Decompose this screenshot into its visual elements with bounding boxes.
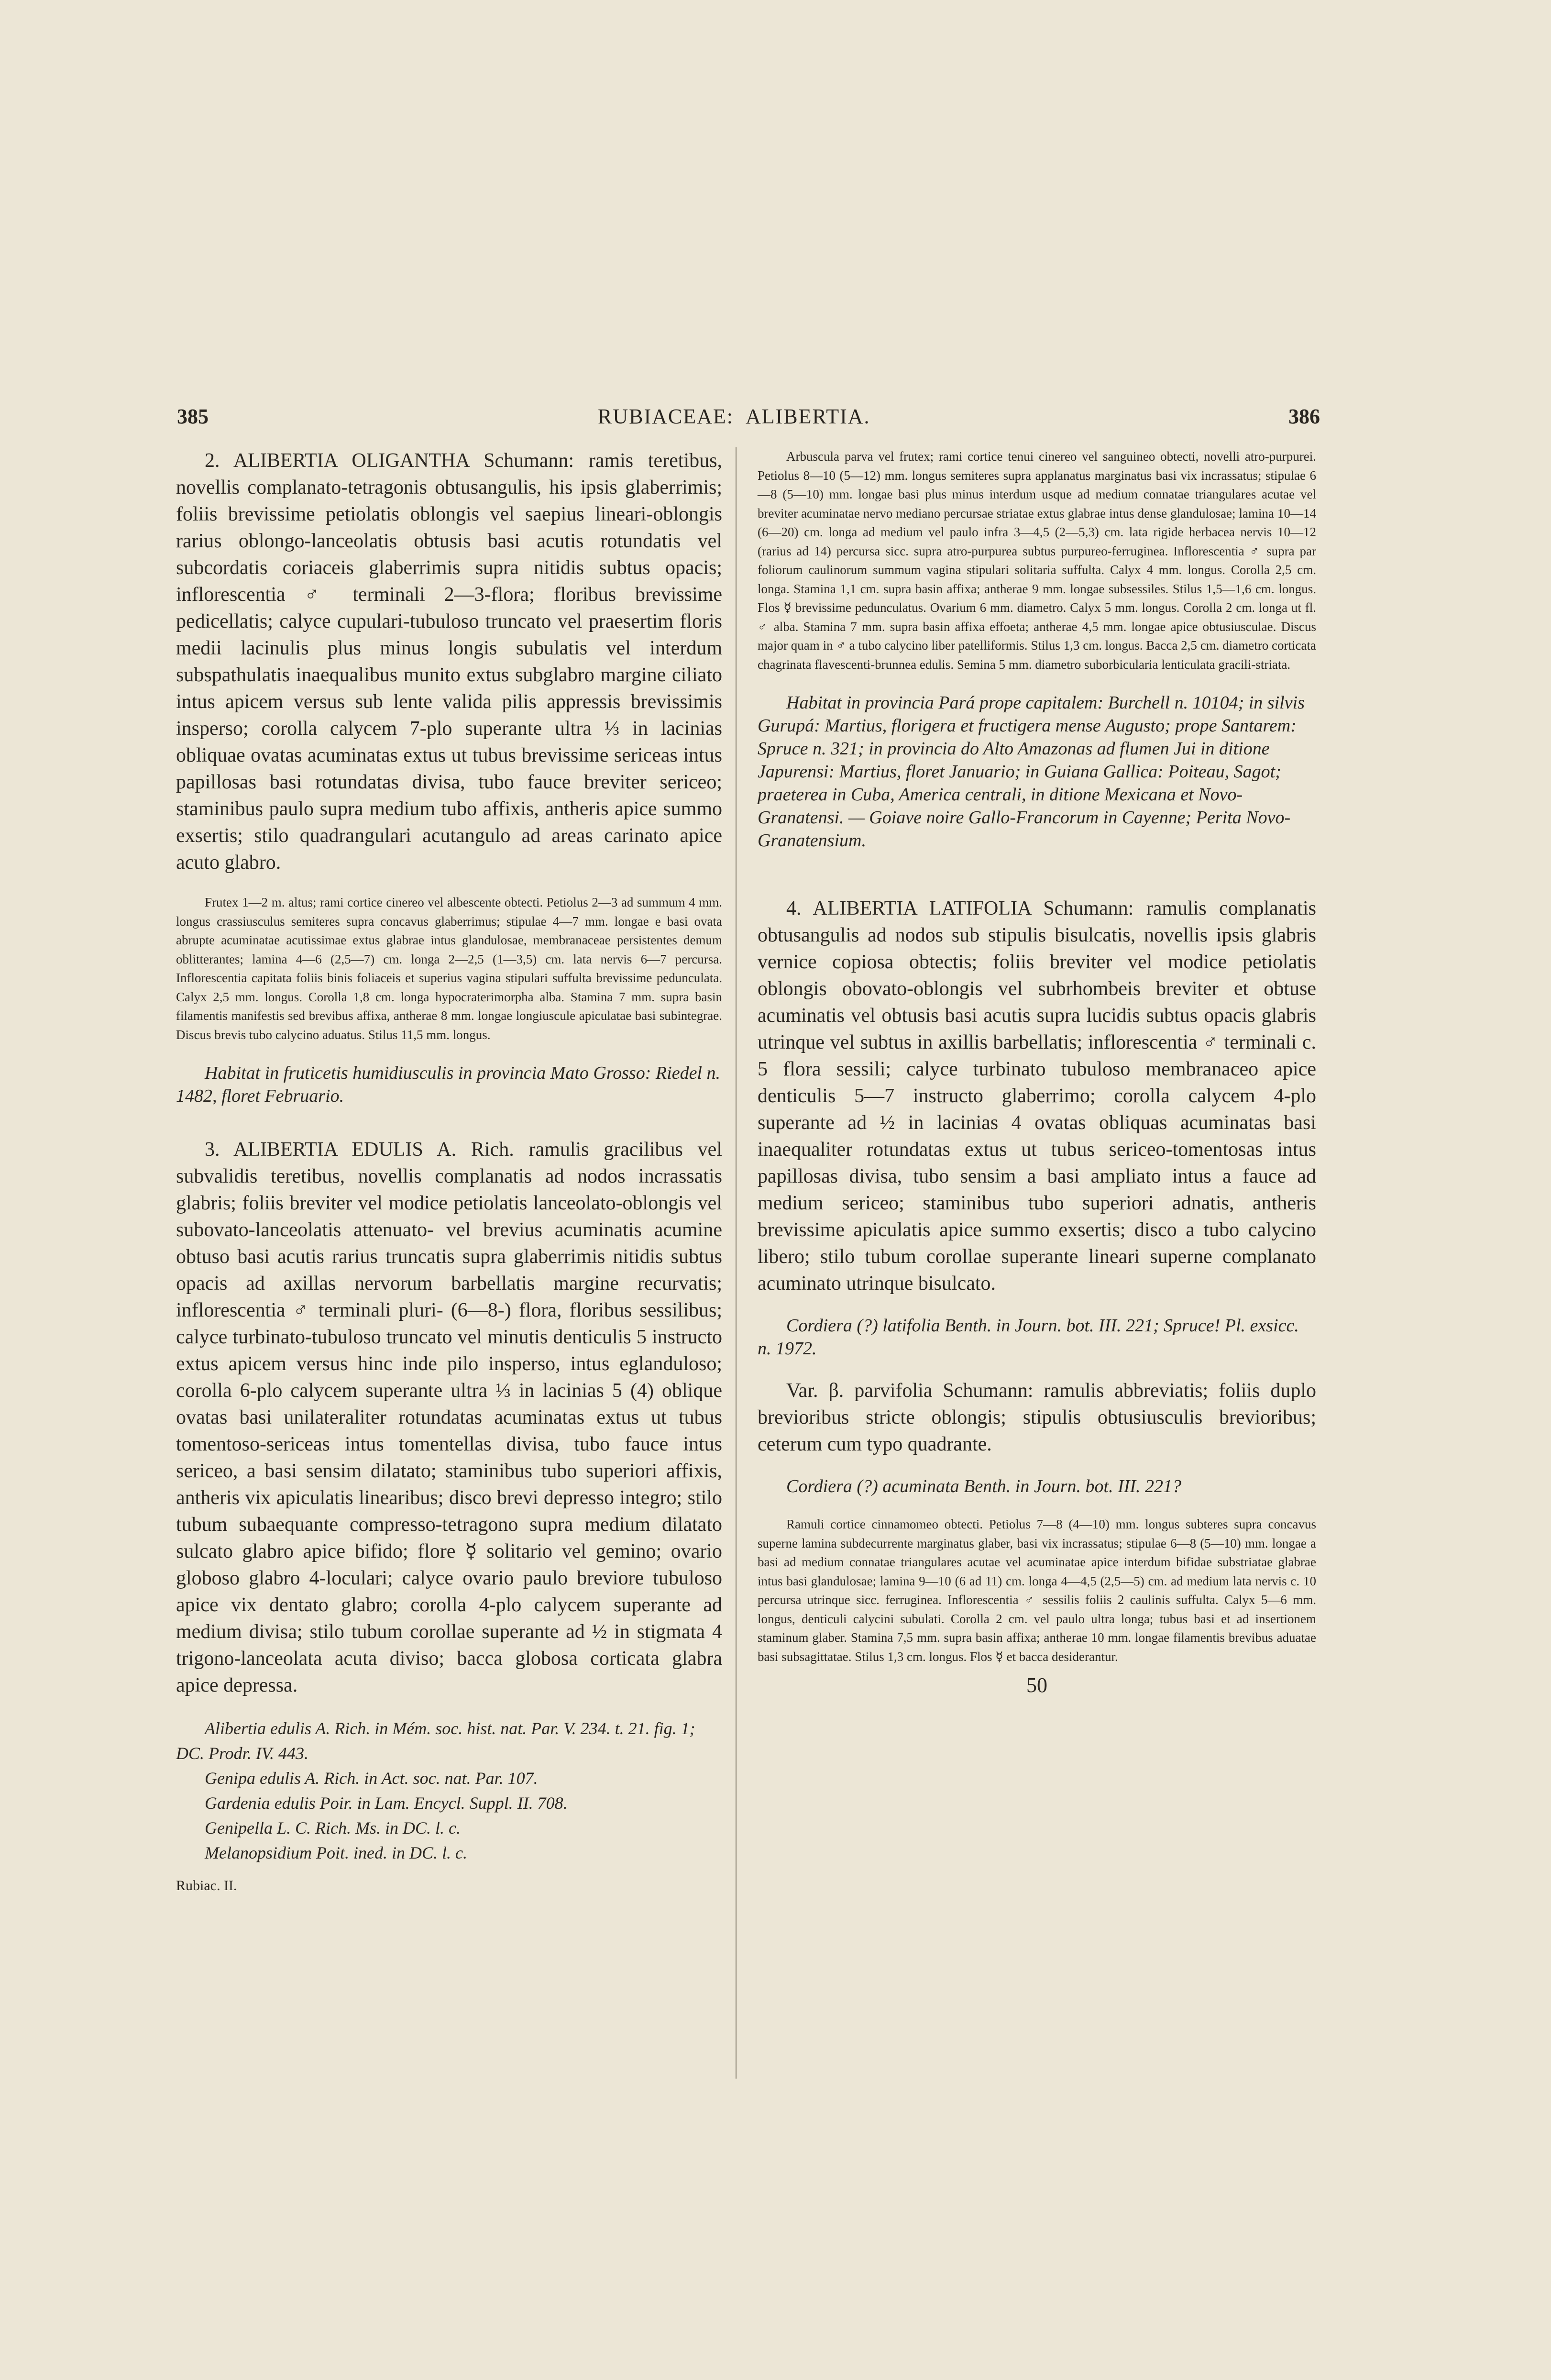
- running-title-left: RUBIACEAE:: [598, 405, 734, 428]
- signature-mark: Rubiac. II.: [176, 1878, 237, 1893]
- synonym-4: Genipella L. C. Rich. Ms. in DC. l. c.: [205, 1818, 461, 1838]
- right-column: [758, 447, 1316, 1697]
- species-4-description: 4. ALIBERTIA LATIFOLIA Schumann: ramulis complanatis obtusangulis ad nodos sub stipulis bisulcatis, novellis ipsis glabris vernice copiosa obtectis; foliis breviter vel modice petiolatis oblongis obovato-oblongis vel subrhombeis breviter et obtuse acuminatis vel obtusis basi acutis supra lucidis subtus opacis glabris utrinque vel subtus in axillis barbellatis; inflorescentia ♂ terminali c. 5 flora sessili; calyce turbinato tubuloso membranaceo apice denticulis 5—7 instructo glaberrimo; corolla calycem 4-plo superante ad ½ in lacinias 4 ovatas obliquas acuminatas basi inaequaliter rotundatas extus ut tubus sericeo-tomentosas intus papillosas divisa, tubo sensim a basi ampliato intus a fauce ad medium sericeo; staminibus tubo superiori adnatis, antheris brevissime apiculatis apice summo exsertis; disco a tubo calycino libero; stilo tubum corollae superante lineari superne complanato acuminato utrinque bisulcato.: [758, 897, 1316, 1295]
- species-3-habitat: Habitat in provincia Pará prope capitalem: Burchell n. 10104; in silvis Gurupá: Martius, florigera et fructigera mense Augusto; prope Santarem: Spruce n. 321; in provincia do Alto Amazonas ad flumen Jui in ditione Japurensi: Martius, floret Januario; in Guiana Gallica: Poiteau, Sagot; praeterea in Cuba, America centrali, in ditione Mexicana et Novo-Granatensi. — Goiave noire Gallo-Francorum in Cayenne; Perita Novo-Granatensium.: [758, 693, 1305, 851]
- column-divider: [736, 447, 737, 2079]
- synonym-2: Genipa edulis A. Rich. in Act. soc. nat. Par. 107.: [205, 1769, 538, 1788]
- running-title: [598, 404, 870, 429]
- variety-details: Ramuli cortice cinnamomeo obtecti. Petiolus 7—8 (4—10) mm. longus subteres supra concavus superne lamina subdecurrente marginatus glaber, basi vix incrassatus; stipulae 6—8 (5—10) mm. longae a basi ad medium connatae triangulares acutae vel acuminatae apice interdum bifidae substriatae glabrae intus basi glandulosae; lamina 9—10 (6 ad 11) cm. longa 4—4,5 (2,5—5) cm. ad medium lata nervis c. 10 percursa utrinque sicc. ferruginea. Inflorescentia ♂ sessilis foliis 2 caulinis suffulta. Calyx 5—6 mm. longus, denticuli calycini subulati. Corolla 2 cm. vel paulo ultra longa; tubus basi et ad insertionem staminum glaber. Stamina 7,5 mm. supra basin affixa; antherae 10 mm. longae filamentis brevibus aduatae basi subsagittatae. Stilus 1,3 cm. longus. Flos ☿ et bacca desiderantur.: [758, 1517, 1316, 1664]
- species-3-details: Arbuscula parva vel frutex; rami cortice tenui cinereo vel sanguineo obtecti, novelli atro-purpurei. Petiolus 8—10 (5—12) mm. longus semiteres supra applanatus marginatus basi vix incrassatus; stipulae 6—8 (5—10) mm. longae basi plus minus interdum usque ad medium connatae triangulares acutae vel breviter acuminatae nervo mediano percursae striatae extus glabrae intus dense glandulosae; lamina 10—14 (6—20) cm. longa ad medium vel paulo infra 3—4,5 (2—5,3) cm. lata rigide herbacea nervis 10—12 (rarius ad 14) percursa sicc. supra atro-purpurea subtus purpureo-ferruginea. Inflorescentia ♂ supra par foliorum caulinorum summum vagina stipulari solitaria suffulta. Calyx 4 mm. longus. Corolla 2,5 cm. longa. Stamina 1,1 cm. supra basin affixa; antherae 9 mm. longae subsessiles. Stilus 1,5—1,6 cm. longus. Flos ☿ brevissime pedunculatus. Ovarium 6 mm. diametro. Calyx 5 mm. longus. Corolla 2 cm. longa ut fl. ♂ alba. Stamina 7 mm. supra basin affixa effoeta; antherae 4,5 mm. longae apice obtusiusculae. Discus major quam in ♂ a tubo calycino liber patelliformis. Stilus 1,3 cm. longus. Bacca 2,5 cm. diametro corticata chagrinata flavescenti-brunnea edulis. Semina 5 mm. diametro suborbicularia lenticulata gracili-striata.: [758, 449, 1316, 672]
- page-number-left: 385: [177, 405, 209, 428]
- synonym-1: Alibertia edulis A. Rich. in Mém. soc. hist. nat. Par. V. 234. t. 21. fig. 1; DC. Prodr. IV. 443.: [176, 1719, 695, 1763]
- page-number-right: 386: [1288, 405, 1320, 428]
- variety-description: Var. β. parvifolia Schumann: ramulis abbreviatis; foliis duplo brevioribus stricte oblongis; stipulis obtusiusculis brevioribus; ceterum cum typo quadrante.: [758, 1380, 1316, 1455]
- species-4-synonym: Cordiera (?) latifolia Benth. in Journ. bot. III. 221; Spruce! Pl. exsicc. n. 1972.: [758, 1316, 1299, 1359]
- synonym-5: Melanopsidium Poit. ined. in DC. l. c.: [205, 1843, 467, 1862]
- species-3-description: 3. ALIBERTIA EDULIS A. Rich. ramulis gracilibus vel subvalidis teretibus, novellis complanatis ad nodos incrassatis glabris; foliis breviter vel modice petiolatis lanceolato-oblongis vel subovato-lanceolatis attenuato- vel brevius acuminatis acumine obtuso basi acutis rarius truncatis supra glaberrimis nitidis subtus opacis ad axillas nervorum barbellatis margine recurvatis; inflorescentia ♂ terminali pluri- (6—8-) flora, floribus sessilibus; calyce turbinato-tubuloso truncato vel minutis denticulis 5 instructo extus apicem versus hinc inde pilo insperso, intus eglanduloso; corolla 6-plo calycem superante ultra ⅓ in lacinias 5 (4) oblique ovatas basi unilateraliter rotundatas acuminatas extus ut tubus tomentoso-sericeas intus tomentellas divisa, tubo fauce intus sericeo, a basi sensim dilatato; staminibus tubo superiori affixis, antheris vix apiculatis linearibus; disco brevi depresso integro; stilo tubum subaequante compresso-tetragono supra medium dilatato sulcato glabro apice bifido; flore ☿ solitario vel gemino; ovario globoso glabro 4-loculari; calyce ovario paulo breviore tubuloso apice vix dentato glabro; corolla 4-plo calycem superante ad medium divisa; stilo tubum corollae superante ad ½ in stigmata 4 trigono-lanceolata acuta diviso; bacca globosa corticata glabra apice depressa.: [176, 1139, 722, 1696]
- left-column: [176, 447, 722, 1894]
- running-title-right: ALIBERTIA.: [746, 405, 870, 428]
- species-2-details: Frutex 1—2 m. altus; rami cortice cinereo vel albescente obtecti. Petiolus 2—3 ad summum 4 mm. longus crassiusculus semiteres supra concavus glaberrimus; stipulae 4—7 mm. longae e basi ovata abrupte acuminatae acutissimae extus glabrae intus glandulosae, membranaceae persistentes demum oblitterantes; lamina 4—6 (2,5—7) cm. longa 2—2,5 (1—3,5) cm. lata nervis 6—7 percursa. Inflorescentia capitata foliis binis foliaceis et superius vagina stipulari suffulta brevissime pedunculata. Calyx 2,5 mm. longus. Corolla 1,8 cm. longa hypocraterimorpha alba. Stamina 7 mm. supra basin filamentis manifestis sed brevibus affixa, antherae 8 mm. longae longiuscule apiculatae basi subintegrae. Discus brevis tubo calycino aduatus. Stilus 11,5 mm. longus.: [176, 895, 722, 1042]
- signature-number: 50: [1026, 1673, 1047, 1697]
- variety-synonym: Cordiera (?) acuminata Benth. in Journ. bot. III. 221?: [786, 1476, 1182, 1496]
- species-2-habitat: Habitat in fruticetis humidiusculis in provincia Mato Grosso: Riedel n. 1482, floret Februario.: [176, 1063, 720, 1106]
- running-header: [177, 404, 1320, 433]
- synonym-3: Gardenia edulis Poir. in Lam. Encycl. Suppl. II. 708.: [205, 1793, 568, 1813]
- species-2-description: 2. ALIBERTIA OLIGANTHA Schumann: ramis teretibus, novellis complanato-tetragonis obtusangulis, his ipsis glaberrimis; foliis brevissime petiolatis oblongis vel saepius lineari-oblongis rarius oblongo-lanceolatis obtusis basi acutis rotundatis vel subcordatis coriaceis glaberrimis supra nitidis subtus opacis; inflorescentia ♂ terminali 2—3-flora; floribus brevissime pedicellatis; calyce cupulari-tubuloso truncato vel praesertim floris medii lacinulis plus minus longis subulatis vel interdum subspathulatis inaequalibus munito extus subglabro margine ciliato intus apicem versus sub lente valida pilis appressis brevissimis insperso; corolla calycem 7-plo superante ultra ⅓ in lacinias obliquae ovatas acuminatas extus ut tubus brevissime sericeas intus papillosas basi rotundatas divisa, tubo fauce breviter sericeo; staminibus paulo supra medium tubo affixis, antheris apice summo exsertis; stilo quadrangulari acutangulo ad areas carinato apice acuto glabro.: [176, 450, 722, 874]
